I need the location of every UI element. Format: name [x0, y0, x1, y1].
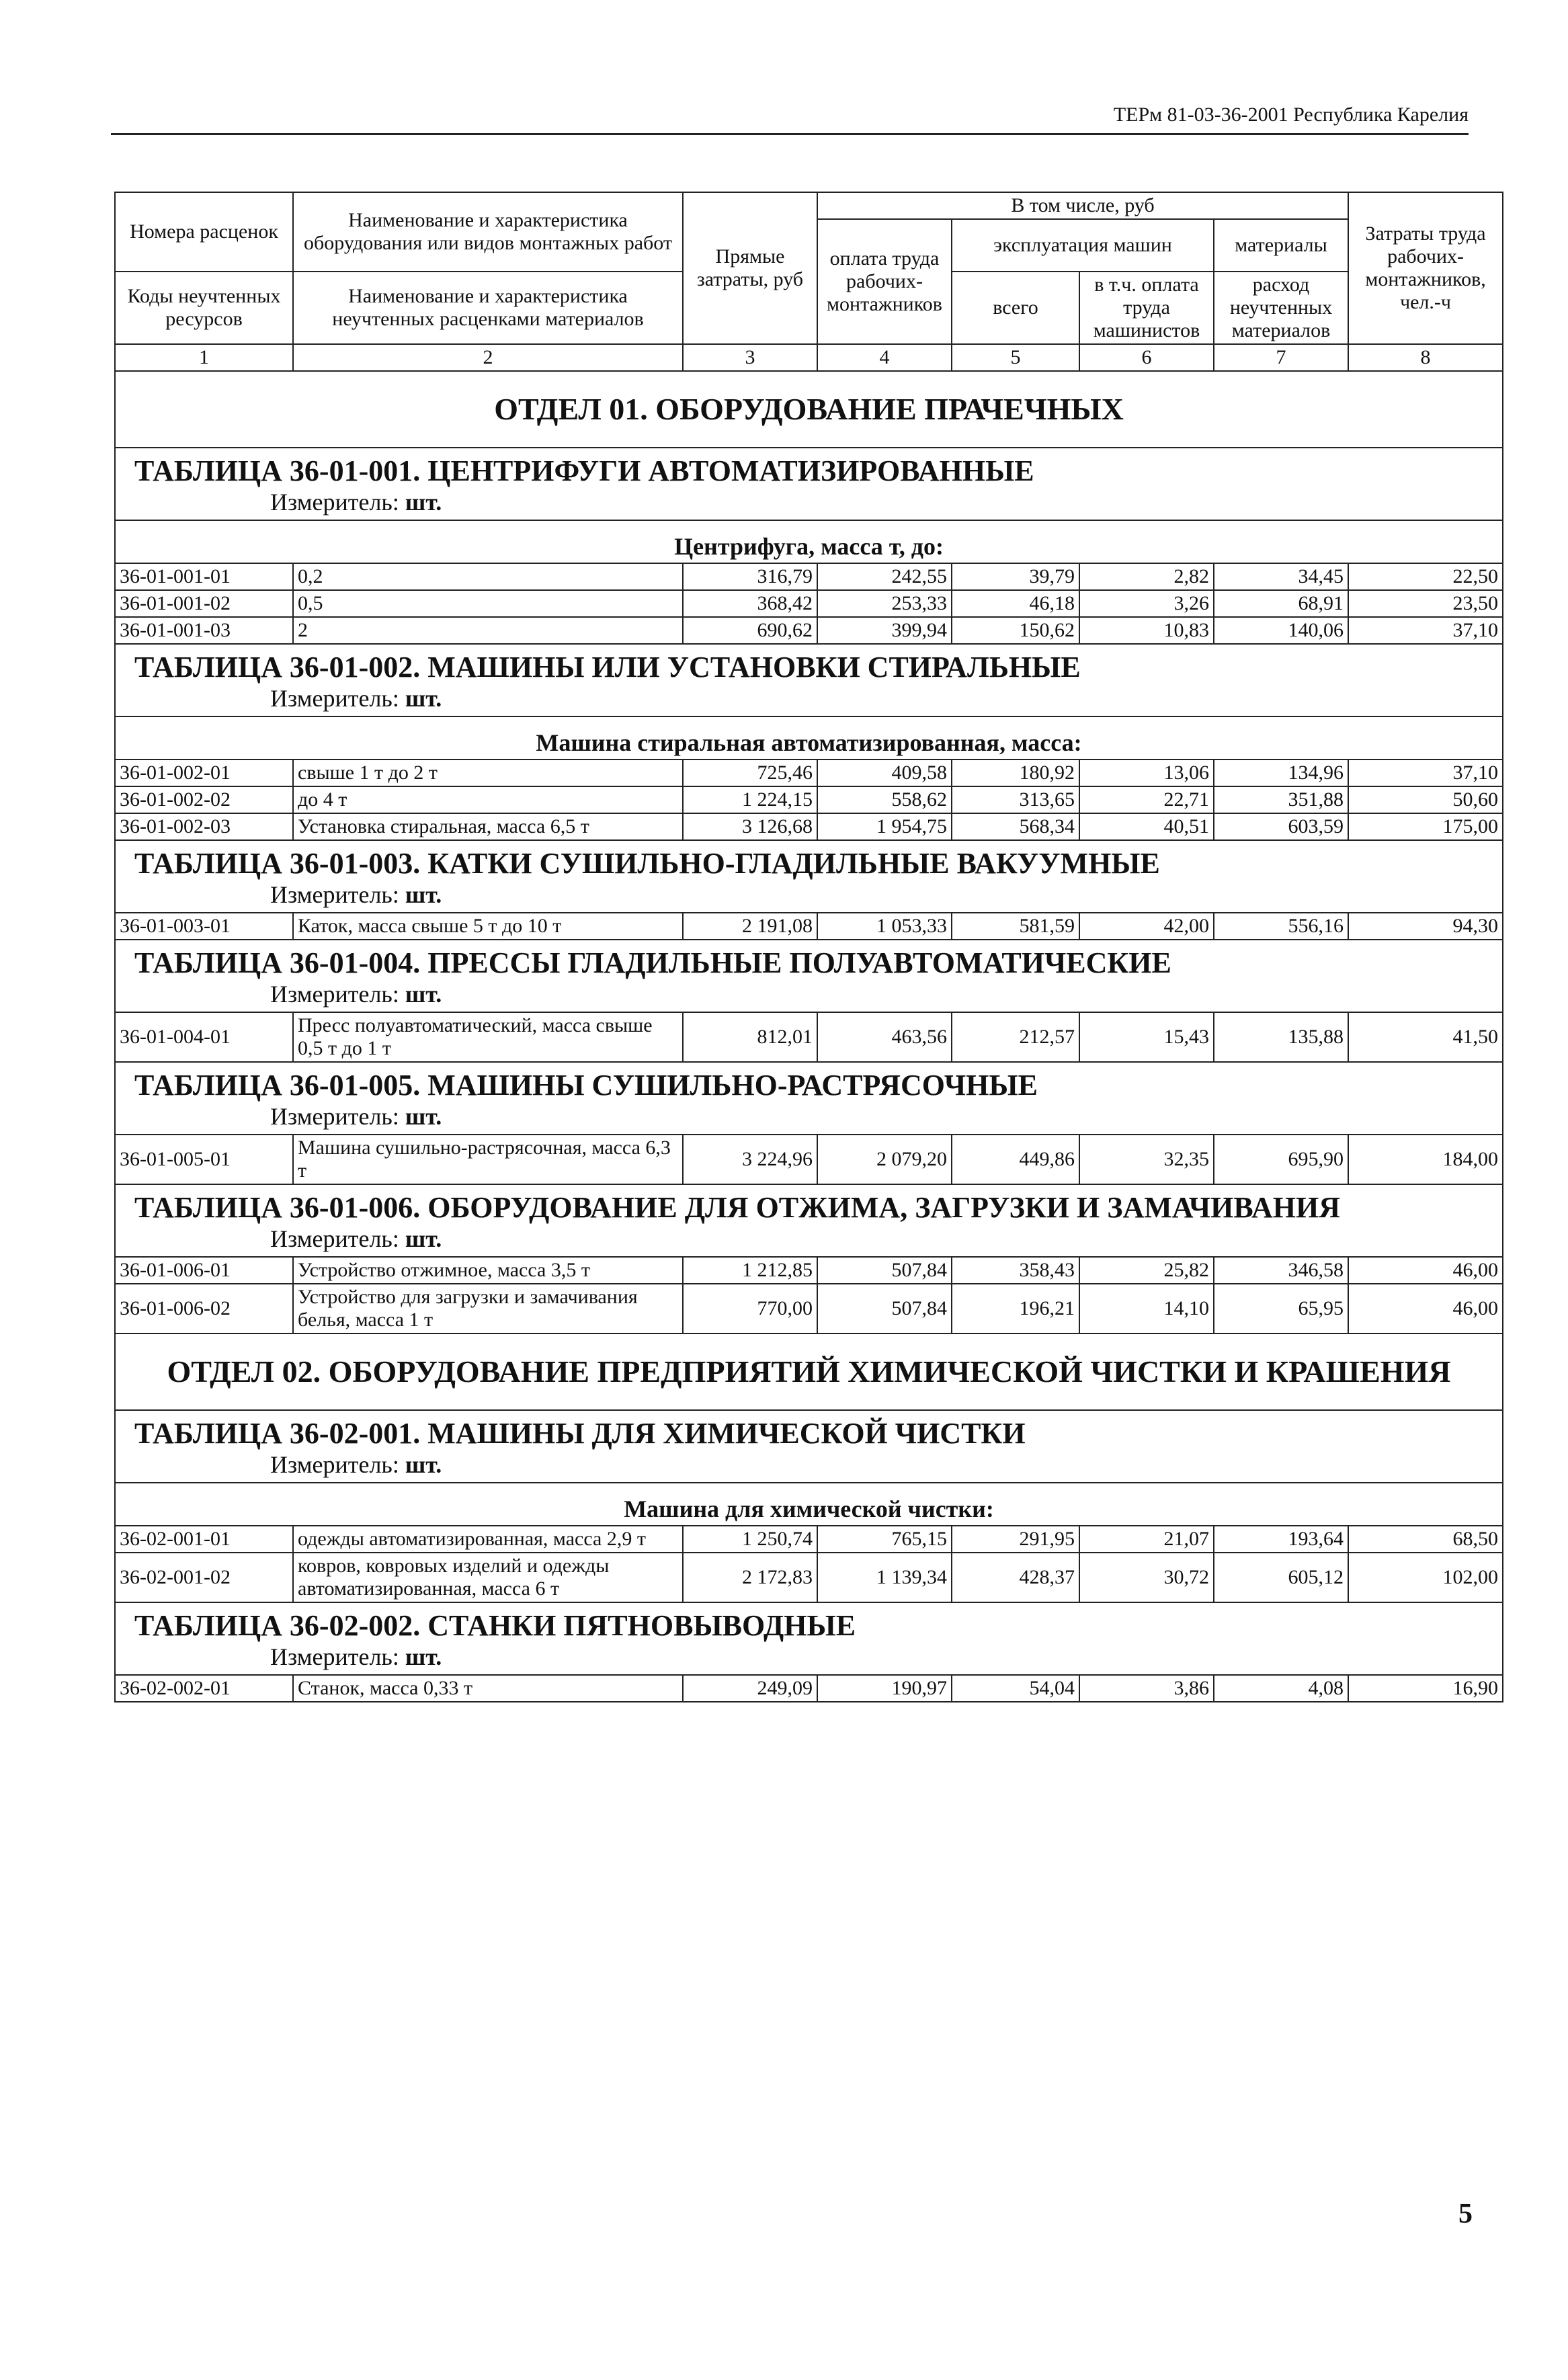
machinist-pay: 3,26 — [1079, 590, 1214, 617]
machine-costs: 196,21 — [952, 1284, 1079, 1333]
labor-pay: 1 954,75 — [817, 813, 952, 840]
material-costs: 695,90 — [1214, 1135, 1348, 1184]
machine-costs: 428,37 — [952, 1553, 1079, 1602]
table-title-row — [115, 840, 1503, 881]
group-heading: Машина стиральная автоматизированная, масса: — [115, 716, 1503, 760]
item-name: Установка стиральная, масса 6,5 т — [293, 813, 683, 840]
direct-costs: 368,42 — [683, 590, 817, 617]
labor-hours: 22,50 — [1348, 563, 1503, 590]
unit-label: Измеритель: — [270, 1103, 399, 1130]
direct-costs: 725,46 — [683, 760, 817, 786]
section-heading-row — [115, 371, 1503, 448]
labor-pay: 558,62 — [817, 786, 952, 813]
table-title: ТАБЛИЦА 36-01-004. ПРЕССЫ ГЛАДИЛЬНЫЕ ПОЛУАВТОМАТИЧЕСКИЕ — [115, 940, 1503, 981]
running-header — [111, 101, 1469, 135]
table-row — [115, 1257, 1503, 1284]
group-heading-row — [115, 1483, 1503, 1526]
material-costs: 346,58 — [1214, 1257, 1348, 1284]
unit-row — [115, 881, 1503, 913]
table-title: ТАБЛИЦА 36-02-001. МАШИНЫ ДЛЯ ХИМИЧЕСКОЙ ЧИСТКИ — [115, 1410, 1503, 1451]
material-costs: 351,88 — [1214, 786, 1348, 813]
item-name: Пресс полуавтоматический, масса свыше 0,5 т до 1 т — [293, 1012, 683, 1062]
material-costs: 135,88 — [1214, 1012, 1348, 1062]
unit-label: Измеритель: — [270, 1451, 399, 1478]
group-heading-row — [115, 716, 1503, 760]
machinist-pay: 14,10 — [1079, 1284, 1214, 1333]
labor-pay: 1 053,33 — [817, 913, 952, 940]
machinist-pay: 15,43 — [1079, 1012, 1214, 1062]
machinist-pay: 10,83 — [1079, 617, 1214, 644]
section-heading-row — [115, 1333, 1503, 1410]
table-row — [115, 813, 1503, 840]
rate-code: 36-01-003-01 — [115, 913, 293, 940]
direct-costs: 690,62 — [683, 617, 817, 644]
item-name: 2 — [293, 617, 683, 644]
material-costs: 65,95 — [1214, 1284, 1348, 1333]
column-number: 7 — [1214, 344, 1348, 371]
labor-pay: 507,84 — [817, 1284, 952, 1333]
labor-hours: 46,00 — [1348, 1284, 1503, 1333]
machinist-pay: 32,35 — [1079, 1135, 1214, 1184]
unit-line — [115, 1103, 1503, 1135]
table-row — [115, 1012, 1503, 1062]
material-costs: 556,16 — [1214, 913, 1348, 940]
unit-line — [115, 489, 1503, 520]
direct-costs: 2 191,08 — [683, 913, 817, 940]
unit-line — [115, 1451, 1503, 1483]
unit-row — [115, 1225, 1503, 1257]
direct-costs: 3 224,96 — [683, 1135, 817, 1184]
column-number: 8 — [1348, 344, 1503, 371]
machinist-pay: 3,86 — [1079, 1675, 1214, 1702]
rate-code: 36-01-001-03 — [115, 617, 293, 644]
header-material-consumption: расход неучтенных материалов — [1214, 272, 1348, 344]
group-heading: Машина для химической чистки: — [115, 1483, 1503, 1526]
machinist-pay: 13,06 — [1079, 760, 1214, 786]
unit-value: шт. — [405, 685, 442, 712]
direct-costs: 316,79 — [683, 563, 817, 590]
labor-hours: 41,50 — [1348, 1012, 1503, 1062]
rate-code: 36-01-005-01 — [115, 1135, 293, 1184]
machine-costs: 180,92 — [952, 760, 1079, 786]
table-title: ТАБЛИЦА 36-01-006. ОБОРУДОВАНИЕ ДЛЯ ОТЖИМА, ЗАГРУЗКИ И ЗАМАЧИВАНИЯ — [115, 1184, 1503, 1225]
table-title-row — [115, 1602, 1503, 1643]
table-title-row — [115, 1062, 1503, 1103]
column-numbers-row — [115, 344, 1503, 371]
labor-hours: 16,90 — [1348, 1675, 1503, 1702]
direct-costs: 1 212,85 — [683, 1257, 817, 1284]
machinist-pay: 21,07 — [1079, 1526, 1214, 1553]
group-heading: Центрифуга, масса т, до: — [115, 520, 1503, 563]
direct-costs: 1 224,15 — [683, 786, 817, 813]
rate-code: 36-01-001-02 — [115, 590, 293, 617]
column-number: 4 — [817, 344, 952, 371]
column-number: 1 — [115, 344, 293, 371]
unit-row — [115, 1451, 1503, 1483]
item-name: свыше 1 т до 2 т — [293, 760, 683, 786]
machine-costs: 313,65 — [952, 786, 1079, 813]
header-materials: материалы — [1214, 219, 1348, 272]
table-title-row — [115, 940, 1503, 981]
rate-code: 36-02-002-01 — [115, 1675, 293, 1702]
labor-pay: 190,97 — [817, 1675, 952, 1702]
section-title: ОТДЕЛ 02. ОБОРУДОВАНИЕ ПРЕДПРИЯТИЙ ХИМИЧЕСКОЙ ЧИСТКИ И КРАШЕНИЯ — [115, 1333, 1503, 1410]
unit-value: шт. — [405, 981, 442, 1008]
rate-code: 36-01-001-01 — [115, 563, 293, 590]
item-name: одежды автоматизированная, масса 2,9 т — [293, 1526, 683, 1553]
labor-hours: 175,00 — [1348, 813, 1503, 840]
column-number: 2 — [293, 344, 683, 371]
direct-costs: 2 172,83 — [683, 1553, 817, 1602]
labor-hours: 50,60 — [1348, 786, 1503, 813]
column-number: 3 — [683, 344, 817, 371]
section-title: ОТДЕЛ 01. ОБОРУДОВАНИЕ ПРАЧЕЧНЫХ — [115, 371, 1503, 448]
material-costs: 193,64 — [1214, 1526, 1348, 1553]
unit-row — [115, 981, 1503, 1012]
machinist-pay: 25,82 — [1079, 1257, 1214, 1284]
table-row — [115, 590, 1503, 617]
item-name: ковров, ковровых изделий и одежды автоматизированная, масса 6 т — [293, 1553, 683, 1602]
machine-costs: 54,04 — [952, 1675, 1079, 1702]
machine-costs: 150,62 — [952, 617, 1079, 644]
labor-hours: 37,10 — [1348, 617, 1503, 644]
item-name: до 4 т — [293, 786, 683, 813]
labor-pay: 399,94 — [817, 617, 952, 644]
unit-label: Измеритель: — [270, 685, 399, 712]
header-machines: эксплуатация машин — [952, 219, 1214, 272]
item-name: Машина сушильно-растрясочная, масса 6,3 т — [293, 1135, 683, 1184]
labor-hours: 23,50 — [1348, 590, 1503, 617]
labor-pay: 409,58 — [817, 760, 952, 786]
unit-line — [115, 685, 1503, 716]
header-col2-bottom: Наименование и характеристика неучтенных расценками материалов — [293, 272, 683, 344]
material-costs: 134,96 — [1214, 760, 1348, 786]
unit-label: Измеритель: — [270, 1643, 399, 1670]
rate-code: 36-02-001-01 — [115, 1526, 293, 1553]
table-row — [115, 913, 1503, 940]
labor-hours: 102,00 — [1348, 1553, 1503, 1602]
labor-pay: 1 139,34 — [817, 1553, 952, 1602]
machinist-pay: 22,71 — [1079, 786, 1214, 813]
machinist-pay: 42,00 — [1079, 913, 1214, 940]
machine-costs: 46,18 — [952, 590, 1079, 617]
unit-value: шт. — [405, 1451, 442, 1478]
material-costs: 4,08 — [1214, 1675, 1348, 1702]
rate-code: 36-01-006-02 — [115, 1284, 293, 1333]
machinist-pay: 30,72 — [1079, 1553, 1214, 1602]
unit-line — [115, 881, 1503, 913]
direct-costs: 812,01 — [683, 1012, 817, 1062]
table-row — [115, 1284, 1503, 1333]
labor-hours: 94,30 — [1348, 913, 1503, 940]
machine-costs: 568,34 — [952, 813, 1079, 840]
table-row — [115, 786, 1503, 813]
table-row — [115, 1135, 1503, 1184]
item-name: 0,5 — [293, 590, 683, 617]
header-machines-total: всего — [952, 272, 1079, 344]
group-heading-row — [115, 520, 1503, 563]
table-title-row — [115, 448, 1503, 489]
direct-costs: 249,09 — [683, 1675, 817, 1702]
direct-costs: 1 250,74 — [683, 1526, 817, 1553]
unit-row — [115, 1643, 1503, 1675]
running-header-text: ТЕРм 81-03-36-2001 Республика Карелия — [1113, 104, 1469, 126]
item-name: Устройство отжимное, масса 3,5 т — [293, 1257, 683, 1284]
machine-costs: 581,59 — [952, 913, 1079, 940]
rate-code: 36-01-002-03 — [115, 813, 293, 840]
labor-pay: 2 079,20 — [817, 1135, 952, 1184]
table-title: ТАБЛИЦА 36-01-001. ЦЕНТРИФУГИ АВТОМАТИЗИРОВАННЫЕ — [115, 448, 1503, 489]
header-machinist-pay: в т.ч. оплата труда машинистов — [1079, 272, 1214, 344]
machine-costs: 449,86 — [952, 1135, 1079, 1184]
labor-hours: 68,50 — [1348, 1526, 1503, 1553]
machine-costs: 358,43 — [952, 1257, 1079, 1284]
labor-pay: 507,84 — [817, 1257, 952, 1284]
unit-value: шт. — [405, 1643, 442, 1670]
material-costs: 603,59 — [1214, 813, 1348, 840]
table-row — [115, 1675, 1503, 1702]
machinist-pay: 2,82 — [1079, 563, 1214, 590]
table-title: ТАБЛИЦА 36-01-005. МАШИНЫ СУШИЛЬНО-РАСТРЯСОЧНЫЕ — [115, 1062, 1503, 1103]
table-row — [115, 617, 1503, 644]
table-row — [115, 1553, 1503, 1602]
machine-costs: 291,95 — [952, 1526, 1079, 1553]
header-labor-hours: Затраты труда рабочих-монтажников, чел.-ч — [1348, 192, 1503, 344]
unit-line — [115, 1225, 1503, 1257]
table-title-row — [115, 644, 1503, 685]
material-costs: 68,91 — [1214, 590, 1348, 617]
rate-code: 36-01-006-01 — [115, 1257, 293, 1284]
column-number: 6 — [1079, 344, 1214, 371]
header-col1-top: Номера расценок — [115, 192, 293, 272]
table-row — [115, 563, 1503, 590]
labor-pay: 765,15 — [817, 1526, 952, 1553]
machine-costs: 212,57 — [952, 1012, 1079, 1062]
table-title-row — [115, 1410, 1503, 1451]
table-row — [115, 760, 1503, 786]
unit-row — [115, 489, 1503, 520]
labor-pay: 253,33 — [817, 590, 952, 617]
direct-costs: 3 126,68 — [683, 813, 817, 840]
labor-pay: 242,55 — [817, 563, 952, 590]
direct-costs: 770,00 — [683, 1284, 817, 1333]
header-in-that-number: В том числе, руб — [817, 192, 1348, 219]
labor-hours: 37,10 — [1348, 760, 1503, 786]
item-name: Станок, масса 0,33 т — [293, 1675, 683, 1702]
unit-label: Измеритель: — [270, 981, 399, 1008]
page-number: 5 — [1458, 2199, 1473, 2229]
material-costs: 140,06 — [1214, 617, 1348, 644]
unit-line — [115, 1643, 1503, 1675]
table-title-row — [115, 1184, 1503, 1225]
table-title: ТАБЛИЦА 36-02-002. СТАНКИ ПЯТНОВЫВОДНЫЕ — [115, 1602, 1503, 1643]
unit-row — [115, 1103, 1503, 1135]
material-costs: 34,45 — [1214, 563, 1348, 590]
unit-line — [115, 981, 1503, 1012]
header-col2-top: Наименование и характеристика оборудования или видов монтажных работ — [293, 192, 683, 272]
unit-value: шт. — [405, 881, 442, 908]
column-number: 5 — [952, 344, 1079, 371]
unit-value: шт. — [405, 1225, 442, 1252]
rate-code: 36-01-002-02 — [115, 786, 293, 813]
item-name: 0,2 — [293, 563, 683, 590]
unit-value: шт. — [405, 1103, 442, 1130]
machine-costs: 39,79 — [952, 563, 1079, 590]
table-row — [115, 1526, 1503, 1553]
rate-code: 36-01-004-01 — [115, 1012, 293, 1062]
header-direct-costs: Прямые затраты, руб — [683, 192, 817, 344]
material-costs: 605,12 — [1214, 1553, 1348, 1602]
unit-row — [115, 685, 1503, 716]
header-labor-pay: оплата труда рабочих-монтажников — [817, 219, 952, 344]
item-name: Каток, масса свыше 5 т до 10 т — [293, 913, 683, 940]
unit-label: Измеритель: — [270, 489, 399, 516]
header-col1-bottom: Коды неучтенных ресурсов — [115, 272, 293, 344]
labor-pay: 463,56 — [817, 1012, 952, 1062]
machinist-pay: 40,51 — [1079, 813, 1214, 840]
table-title: ТАБЛИЦА 36-01-003. КАТКИ СУШИЛЬНО-ГЛАДИЛЬНЫЕ ВАКУУМНЫЕ — [115, 840, 1503, 881]
rates-table — [114, 192, 1503, 1702]
table-title: ТАБЛИЦА 36-01-002. МАШИНЫ ИЛИ УСТАНОВКИ СТИРАЛЬНЫЕ — [115, 644, 1503, 685]
unit-label: Измеритель: — [270, 881, 399, 908]
rate-code: 36-01-002-01 — [115, 760, 293, 786]
item-name: Устройство для загрузки и замачивания белья, масса 1 т — [293, 1284, 683, 1333]
rate-code: 36-02-001-02 — [115, 1553, 293, 1602]
unit-value: шт. — [405, 489, 442, 516]
labor-hours: 184,00 — [1348, 1135, 1503, 1184]
unit-label: Измеритель: — [270, 1225, 399, 1252]
labor-hours: 46,00 — [1348, 1257, 1503, 1284]
